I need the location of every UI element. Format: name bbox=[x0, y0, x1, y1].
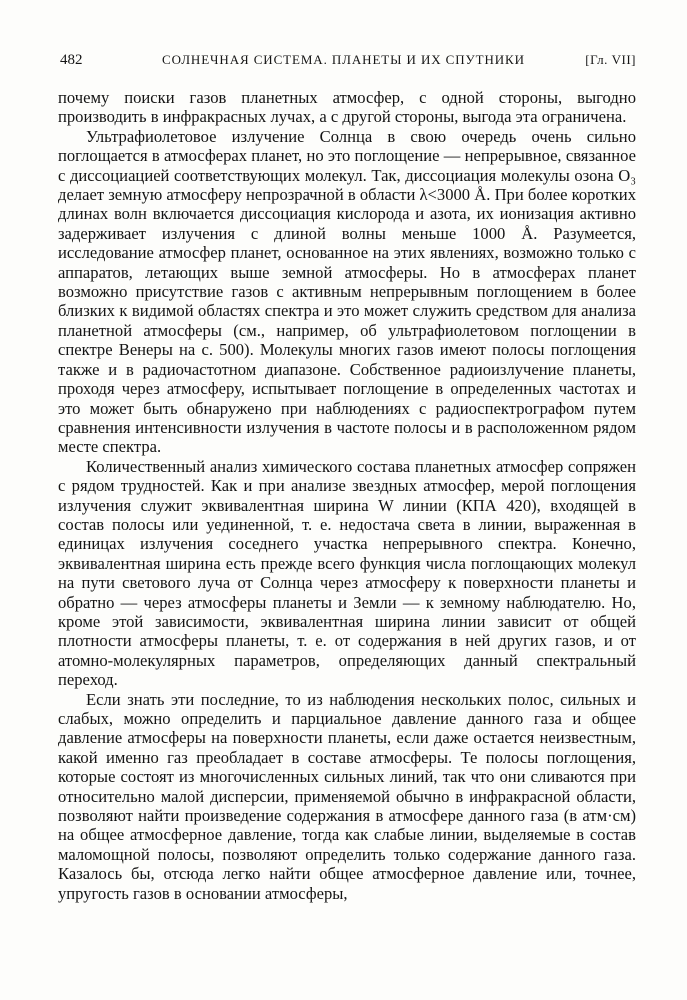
running-head bbox=[58, 50, 636, 70]
paragraph-continuation: почему поиски газов планетных атмосфер, с одной стороны, выгодно производить в инфракрасных лучах, а с другой стороны, выгода эта ограничена. bbox=[58, 88, 636, 127]
paragraph-pressure: Если знать эти последние, то из наблюдения нескольких полос, сильных и слабых, можно определить и парциальное давление данного газа и общее давление атмосферы на поверхности планеты, если даже остается неизвестным, какой именно газ преобладает в составе атмосферы. Те полосы поглощения, которые состоят из многочисленных сильных линий, так что они сливаются при относительно малой дисперсии, применяемой обычно в инфракрасной области, позволяют найти произведение содержания в атмосфере данного газа (в атм·см) на общее атмосферное давление, тогда как слабые линии, выделяемые в состав маломощной полосы, позволяют определить только содержание данного газа. Казалось бы, отсюда легко найти общее атмосферное давление или, точнее, упругость газов в основании атмосферы, bbox=[58, 689, 636, 903]
chapter-label: [Гл. VII] bbox=[585, 52, 636, 67]
body-text bbox=[58, 88, 636, 903]
page-number: 482 bbox=[60, 52, 83, 68]
running-title: СОЛНЕЧНАЯ СИСТЕМА. ПЛАНЕТЫ И ИХ СПУТНИКИ bbox=[162, 52, 525, 67]
paragraph-quantitative-analysis: Количественный анализ химического состава планетных атмосфер сопряжен с рядом трудностей. Как и при анализе звездных атмосфер, мерой поглощения излучения служит эквивалентная ширина W линии (КПА 420), входящей в состав полосы или уединенной, т. е. недостача света в линии, выраженная в единицах излучения соседнего участка непрерывного спектра. Конечно, эквивалентная ширина есть прежде всего функция числа поглощающих молекул на пути светового луча от Солнца через атмосферу к поверхности планеты и обратно — через атмосферы планеты и Земли — к земному наблюдателю. Но, кроме этой зависимости, эквивалентная ширина линии зависит от общей плотности атмосферы планеты, т. е. от содержания в ней других газов, и от атомно-молекулярных параметров, определяющих данный спектральный переход. bbox=[58, 456, 636, 690]
paragraph-ultraviolet: Ультрафиолетовое излучение Солнца в свою очередь очень сильно поглощается в атмосферах планет, но это поглощение — непрерывное, связанное с диссоциацией соответствующих молекул. Так, диссоциация молекулы озона O₃ делает земную атмосферу непрозрачной в области λ<3000 Å. При более коротких длинах волн включается диссоциация кислорода и азота, их ионизация активно задерживает излучения с длиной волны меньше 1000 Å. Разумеется, исследование атмосфер планет, основанное на этих явлениях, возможно только с аппаратов, летающих выше земной атмосферы. Но в атмосферах планет возможно присутствие газов с активным непрерывным поглощением в более близких к видимой областях спектра и это может служить средством для анализа планетной атмосферы (см., например, об ультрафиолетовом поглощении в спектре Венеры на с. 500). Молекулы многих газов имеют полосы поглощения также и в радиочастотном диапазоне. Собственное радиоизлучение планеты, проходя через атмосферу, испытывает поглощение в определенных частотах и это может быть обнаружено при наблюдениях с радиоспектрографом путем сравнения интенсивности излучения в частоте полосы и в расположенном рядом месте спектра. bbox=[58, 126, 636, 457]
